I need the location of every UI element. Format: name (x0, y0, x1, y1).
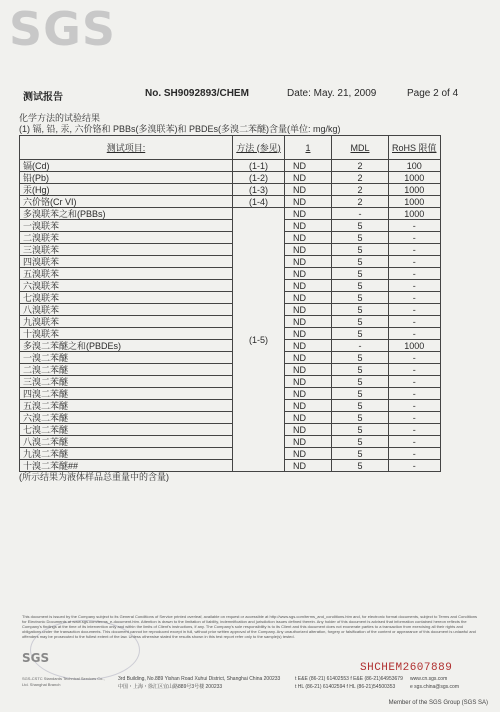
cell-result: ND (285, 268, 332, 280)
table-row (20, 160, 441, 172)
results-note: (所示结果为液体样品总重量中的含量) (19, 472, 169, 482)
cell-result: ND (285, 436, 332, 448)
cell-mdl: 5 (332, 316, 389, 328)
cell-result: ND (285, 376, 332, 388)
cell-result: ND (285, 316, 332, 328)
cell-item: 多溴联苯之和(PBBs) (20, 208, 233, 220)
footer-address (118, 675, 280, 691)
cell-mdl: 5 (332, 412, 389, 424)
cell-mdl: 5 (332, 256, 389, 268)
cell-limit: 1000 (389, 208, 441, 220)
footer-web (410, 675, 459, 691)
legal-disclaimer: This document is issued by the Company subject to its General Conditions of Service printed overleaf, available on request or accessible at http://www.sgs.com/terms_and_conditions.htm and, for electronic format documents, subject to Terms and Conditions for Electronic Documents at www.sgs.com/terms_e-document.htm. Attention is drawn to the limitation of liability, indemnification and jurisdiction issues defined therein. Any holder of this document is advised that information contained hereon reflects the Company's findings at the time of its intervention only and within the limits of Client's instructions, if any. The Company's sole responsibility is to its Client and this document does not exonerate parties to a transaction from exercising all their rights and obligations under the transaction documents. This document cannot be reproduced except in full, without prior written approval of the Company. Any unauthorized alteration, forgery or falsification of the content or appearance of this document is unlawful and offenders may be prosecuted to the fullest extent of the law. Unless otherwise stated the results shown in this test report refer only to the sample(s) tested. (22, 614, 478, 639)
header-method: 方法 (参见) (233, 136, 285, 160)
cell-result: ND (285, 208, 332, 220)
cell-result: ND (285, 232, 332, 244)
intro-line-1: 化学方法的试验结果 (19, 113, 101, 123)
cell-item: 六溴联苯 (20, 280, 233, 292)
cell-mdl: 5 (332, 352, 389, 364)
cell-mdl: 5 (332, 436, 389, 448)
cell-mdl: 5 (332, 304, 389, 316)
cell-item: 铅(Pb) (20, 172, 233, 184)
report-date: Date: May. 21, 2009 (287, 88, 377, 99)
cell-item: 十溴二苯醚## (20, 460, 233, 472)
cell-result: ND (285, 256, 332, 268)
cell-limit: - (389, 280, 441, 292)
email-link[interactable]: e sgs.china@sgs.com (410, 684, 459, 690)
cell-limit: - (389, 328, 441, 340)
header-mdl: MDL (332, 136, 389, 160)
cell-result: ND (285, 352, 332, 364)
table-body (20, 160, 441, 472)
cell-result: ND (285, 400, 332, 412)
sgs-logo: SGS (9, 2, 117, 56)
cell-result: ND (285, 412, 332, 424)
cell-item: 五溴二苯醚 (20, 400, 233, 412)
cell-limit: - (389, 460, 441, 472)
cell-limit: - (389, 256, 441, 268)
cell-result: ND (285, 244, 332, 256)
cell-limit: 1000 (389, 184, 441, 196)
cell-result: ND (285, 364, 332, 376)
cell-item: 九溴二苯醚 (20, 448, 233, 460)
footer-company: SGS-CSTC Standards Technical Services Co., Ltd. Shanghai Branch (22, 676, 105, 687)
table-row (20, 196, 441, 208)
results-table (19, 135, 441, 472)
cell-limit: - (389, 388, 441, 400)
cell-limit: - (389, 376, 441, 388)
table-row (20, 244, 441, 256)
cell-mdl: 5 (332, 328, 389, 340)
cell-result: ND (285, 424, 332, 436)
cell-mdl: 2 (332, 196, 389, 208)
cell-item: 六价铬(Cr VI) (20, 196, 233, 208)
cell-limit: - (389, 232, 441, 244)
table-row (20, 352, 441, 364)
cell-item: 十溴联苯 (20, 328, 233, 340)
cell-mdl: 5 (332, 388, 389, 400)
address-cn: 中国・上海・徐汇区宜山路889号3号楼 200233 (118, 684, 223, 690)
website-link[interactable]: www.cn.sgs.com (410, 676, 448, 682)
table-row (20, 280, 441, 292)
cell-limit: - (389, 304, 441, 316)
cell-item: 三溴联苯 (20, 244, 233, 256)
cell-limit: - (389, 244, 441, 256)
cell-result: ND (285, 340, 332, 352)
table-row (20, 328, 441, 340)
serial-number: SHCHEM2607889 (360, 662, 453, 674)
cell-limit: 1000 (389, 340, 441, 352)
table-row (20, 268, 441, 280)
contact-hl: t HL (86-21) 61402594 f HL (86-21)54500353 (295, 684, 396, 690)
cell-result: ND (285, 172, 332, 184)
header-item: 测试项目: (20, 136, 233, 160)
table-row (20, 412, 441, 424)
report-title: 测试报告 (23, 92, 63, 103)
cell-item: 五溴联苯 (20, 268, 233, 280)
cell-item: 六溴二苯醚 (20, 412, 233, 424)
cell-method: (1-3) (233, 184, 285, 196)
cell-result: ND (285, 448, 332, 460)
cell-item: 四溴联苯 (20, 256, 233, 268)
cell-mdl: 5 (332, 292, 389, 304)
cell-result: ND (285, 196, 332, 208)
cell-item: 八溴二苯醚 (20, 436, 233, 448)
cell-result: ND (285, 292, 332, 304)
cell-item: 多溴二苯醚之和(PBDEs) (20, 340, 233, 352)
cell-limit: 1000 (389, 172, 441, 184)
cell-mdl: 5 (332, 460, 389, 472)
intro-line-2: (1) 镉, 铅, 汞, 六价铬和 PBBs(多溴联苯)和 PBDEs(多溴二苯醚)含量(单位: mg/kg) (19, 124, 341, 134)
cell-item: 七溴二苯醚 (20, 424, 233, 436)
cell-limit: - (389, 352, 441, 364)
cell-mdl: 5 (332, 244, 389, 256)
table-row (20, 304, 441, 316)
cell-limit: - (389, 424, 441, 436)
footer-sgs-logo: SGS (22, 651, 50, 665)
cell-item: 二溴联苯 (20, 232, 233, 244)
cell-limit: - (389, 436, 441, 448)
cell-mdl: 5 (332, 268, 389, 280)
table-row (20, 316, 441, 328)
footer-contact (295, 675, 403, 691)
table-row (20, 448, 441, 460)
cell-result: ND (285, 388, 332, 400)
header-limit: RoHS 限值 (389, 136, 441, 160)
cell-mdl: 2 (332, 160, 389, 172)
cell-mdl: 5 (332, 448, 389, 460)
table-row (20, 184, 441, 196)
cell-mdl: 5 (332, 220, 389, 232)
cell-item: 七溴联苯 (20, 292, 233, 304)
cell-mdl: 5 (332, 232, 389, 244)
cell-mdl: - (332, 340, 389, 352)
cell-method: (1-1) (233, 160, 285, 172)
cell-result: ND (285, 304, 332, 316)
table-row (20, 436, 441, 448)
table-row (20, 220, 441, 232)
cell-limit: - (389, 292, 441, 304)
header-result: 1 (285, 136, 332, 160)
cell-limit: 1000 (389, 196, 441, 208)
cell-result: ND (285, 280, 332, 292)
report-number: No. SH9092893/CHEM (145, 88, 249, 99)
table-row (20, 292, 441, 304)
cell-item: 汞(Hg) (20, 184, 233, 196)
cell-limit: 100 (389, 160, 441, 172)
cell-result: ND (285, 328, 332, 340)
cell-item: 二溴二苯醚 (20, 364, 233, 376)
contact-ee: t E&E (86-21) 61402553 f E&E (86-21)64953679 (295, 676, 403, 682)
table-row (20, 208, 441, 220)
table-row (20, 388, 441, 400)
page-number: Page 2 of 4 (407, 88, 459, 99)
table-row (20, 424, 441, 436)
member-statement: Member of the SGS Group (SGS SA) (388, 700, 488, 706)
address-en: 3rd Building, No.889 Yishan Road Xuhui District, Shanghai China 200233 (118, 676, 281, 682)
cell-item: 八溴联苯 (20, 304, 233, 316)
cell-limit: - (389, 268, 441, 280)
table-row (20, 400, 441, 412)
cell-limit: - (389, 220, 441, 232)
cell-item: 一溴联苯 (20, 220, 233, 232)
cell-method: (1-4) (233, 196, 285, 208)
cell-mdl: 5 (332, 424, 389, 436)
cell-item: 一溴二苯醚 (20, 352, 233, 364)
cell-mdl: 5 (332, 376, 389, 388)
cell-mdl: 2 (332, 184, 389, 196)
cell-result: ND (285, 160, 332, 172)
cell-mdl: 5 (332, 364, 389, 376)
cell-limit: - (389, 400, 441, 412)
table-row (20, 232, 441, 244)
cell-item: 九溴联苯 (20, 316, 233, 328)
cell-result: ND (285, 184, 332, 196)
cell-limit: - (389, 448, 441, 460)
table-row (20, 364, 441, 376)
intro-text (19, 113, 341, 135)
cell-item: 镉(Cd) (20, 160, 233, 172)
cell-method: (1-2) (233, 172, 285, 184)
cell-limit: - (389, 364, 441, 376)
cell-result: ND (285, 220, 332, 232)
table-header-row (20, 136, 441, 160)
cell-mdl: - (332, 208, 389, 220)
cell-mdl: 5 (332, 400, 389, 412)
table-row (20, 256, 441, 268)
table-row (20, 340, 441, 352)
cell-item: 三溴二苯醚 (20, 376, 233, 388)
table-row (20, 376, 441, 388)
table-row (20, 172, 441, 184)
cell-mdl: 2 (332, 172, 389, 184)
cell-result: ND (285, 460, 332, 472)
cell-item: 四溴二苯醚 (20, 388, 233, 400)
cell-method-merged: (1-5) (233, 208, 285, 472)
cell-mdl: 5 (332, 280, 389, 292)
cell-limit: - (389, 316, 441, 328)
cell-limit: - (389, 412, 441, 424)
